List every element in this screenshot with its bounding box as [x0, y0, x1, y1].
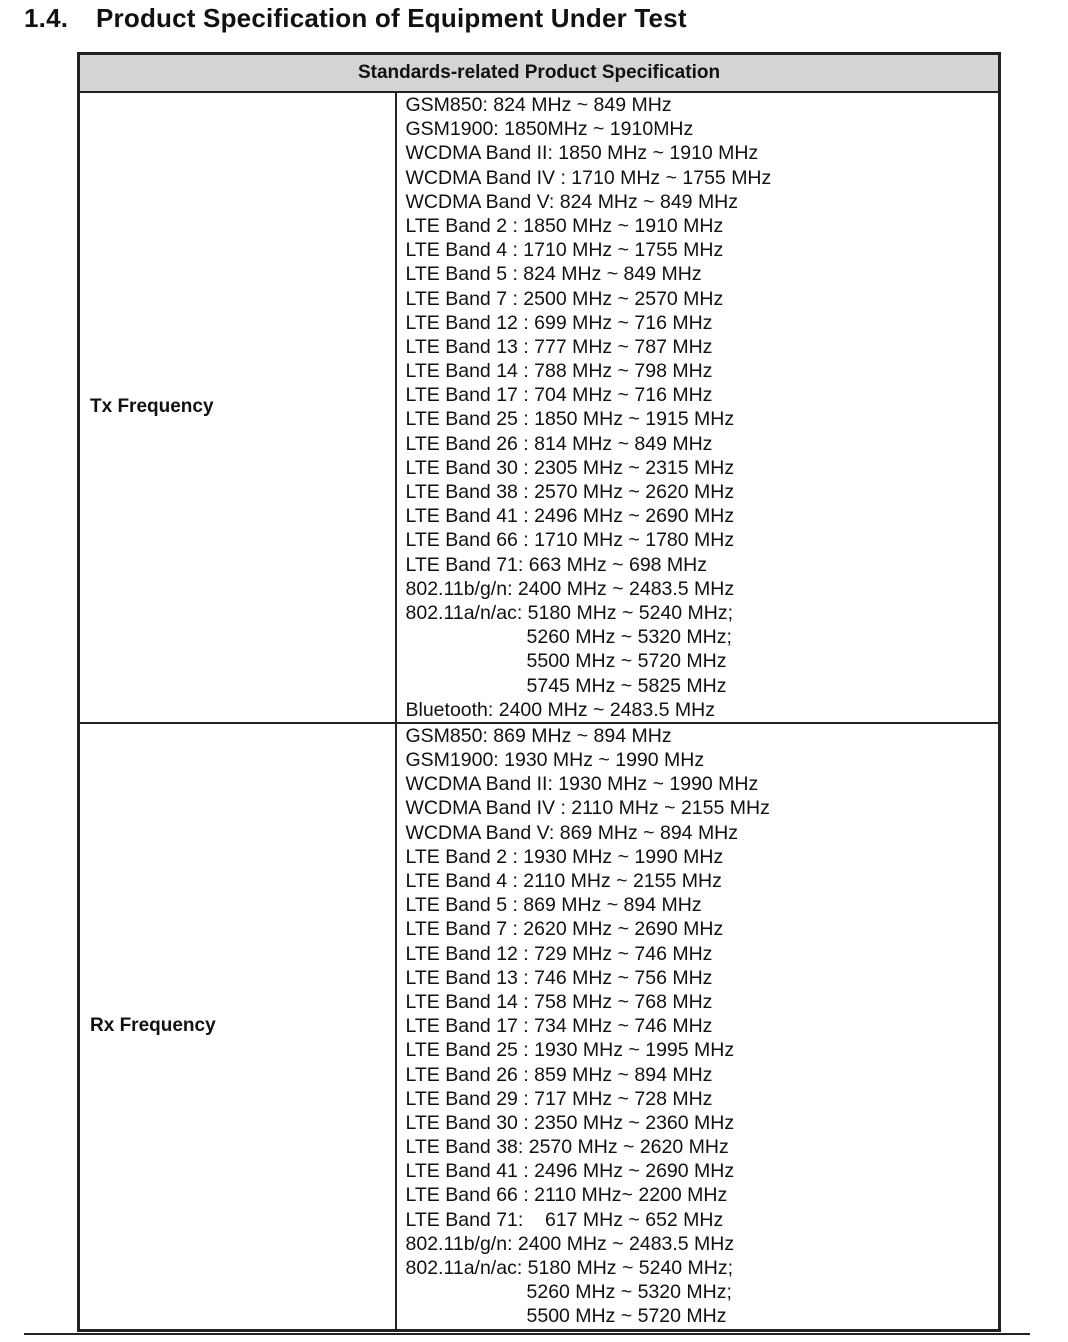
- tx-line: 5260 MHz ~ 5320 MHz;: [526, 626, 732, 649]
- rx-line: 802.11b/g/n: 2400 MHz ~ 2483.5 MHz: [405, 1232, 735, 1255]
- rx-line: 5500 MHz ~ 5720 MHz: [526, 1305, 727, 1328]
- tx-line: WCDMA Band II: 1850 MHz ~ 1910 MHz: [405, 142, 759, 165]
- rx-frequency-values: [396, 723, 1000, 1330]
- rx-line: LTE Band 71: 617 MHz ~ 652 MHz: [405, 1208, 724, 1231]
- tx-line: LTE Band 7 : 2500 MHz ~ 2570 MHz: [405, 287, 724, 310]
- tx-line: LTE Band 12 : 699 MHz ~ 716 MHz: [405, 311, 713, 334]
- tx-line: LTE Band 30 : 2305 MHz ~ 2315 MHz: [405, 456, 735, 479]
- rx-line: LTE Band 13 : 746 MHz ~ 756 MHz: [405, 966, 713, 989]
- table-row-tx: [79, 92, 1000, 723]
- tx-line: LTE Band 14 : 788 MHz ~ 798 MHz: [405, 360, 713, 383]
- section-heading: [24, 0, 687, 36]
- tx-line: WCDMA Band V: 824 MHz ~ 849 MHz: [405, 190, 739, 213]
- tx-line: LTE Band 13 : 777 MHz ~ 787 MHz: [405, 335, 713, 358]
- spec-table: [77, 52, 1001, 1332]
- spec-table-header-row: [79, 54, 1000, 93]
- rx-line: LTE Band 26 : 859 MHz ~ 894 MHz: [405, 1063, 713, 1086]
- tx-line: GSM850: 824 MHz ~ 849 MHz: [405, 94, 672, 116]
- rx-line: LTE Band 66 : 2110 MHz~ 2200 MHz: [405, 1184, 728, 1207]
- tx-line: LTE Band 5 : 824 MHz ~ 849 MHz: [405, 263, 702, 286]
- spec-table-header: Standards-related Product Specification: [79, 54, 1000, 93]
- rx-line: LTE Band 4 : 2110 MHz ~ 2155 MHz: [405, 870, 722, 892]
- tx-line: LTE Band 38 : 2570 MHz ~ 2620 MHz: [405, 481, 735, 503]
- page-bottom-rule: [24, 1333, 1030, 1335]
- tx-line: LTE Band 66 : 1710 MHz ~ 1780 MHz: [405, 529, 735, 552]
- tx-line: 5745 MHz ~ 5825 MHz: [526, 674, 727, 697]
- rx-frequency-label: Rx Frequency: [79, 723, 396, 1330]
- rx-line: WCDMA Band II: 1930 MHz ~ 1990 MHz: [405, 773, 759, 796]
- tx-line: LTE Band 71: 663 MHz ~ 698 MHz: [405, 553, 707, 576]
- rx-line: WCDMA Band V: 869 MHz ~ 894 MHz: [405, 821, 739, 844]
- tx-frequency-label: Tx Frequency: [79, 92, 396, 723]
- rx-line: LTE Band 7 : 2620 MHz ~ 2690 MHz: [405, 918, 724, 941]
- rx-line: GSM850: 869 MHz ~ 894 MHz: [405, 724, 672, 747]
- rx-line: LTE Band 5 : 869 MHz ~ 894 MHz: [405, 894, 702, 917]
- tx-line: 802.11b/g/n: 2400 MHz ~ 2483.5 MHz: [405, 577, 735, 600]
- tx-line: 802.11a/n/ac: 5180 MHz ~ 5240 MHz;: [405, 601, 734, 624]
- rx-line: GSM1900: 1930 MHz ~ 1990 MHz: [405, 749, 705, 772]
- tx-line: LTE Band 41 : 2496 MHz ~ 2690 MHz: [405, 505, 735, 528]
- tx-line: LTE Band 25 : 1850 MHz ~ 1915 MHz: [405, 408, 735, 431]
- rx-line: WCDMA Band IV : 2110 MHz ~ 2155 MHz: [405, 797, 770, 820]
- rx-line: LTE Band 30 : 2350 MHz ~ 2360 MHz: [405, 1111, 735, 1134]
- rx-line: LTE Band 41 : 2496 MHz ~ 2690 MHz: [405, 1160, 735, 1183]
- section-number: 1.4.: [24, 3, 69, 33]
- tx-line: WCDMA Band IV : 1710 MHz ~ 1755 MHz: [405, 166, 772, 189]
- rx-line: LTE Band 2 : 1930 MHz ~ 1990 MHz: [405, 845, 724, 868]
- rx-line: LTE Band 29 : 717 MHz ~ 728 MHz: [405, 1087, 713, 1110]
- section-title: Product Specification of Equipment Under Test: [96, 3, 687, 33]
- tx-line: Bluetooth: 2400 MHz ~ 2483.5 MHz: [405, 698, 715, 721]
- rx-line: 5260 MHz ~ 5320 MHz;: [526, 1281, 732, 1304]
- tx-line: LTE Band 26 : 814 MHz ~ 849 MHz: [405, 432, 713, 455]
- tx-line: 5500 MHz ~ 5720 MHz: [526, 650, 727, 673]
- tx-line: LTE Band 17 : 704 MHz ~ 716 MHz: [405, 384, 713, 407]
- rx-line: LTE Band 25 : 1930 MHz ~ 1995 MHz: [405, 1039, 735, 1062]
- table-row-rx: [79, 723, 1000, 1330]
- tx-frequency-values: [396, 92, 1000, 723]
- rx-line: 802.11a/n/ac: 5180 MHz ~ 5240 MHz;: [405, 1257, 734, 1279]
- rx-line: LTE Band 12 : 729 MHz ~ 746 MHz: [405, 942, 713, 965]
- tx-line: LTE Band 4 : 1710 MHz ~ 1755 MHz: [405, 239, 724, 262]
- tx-line: LTE Band 2 : 1850 MHz ~ 1910 MHz: [405, 214, 724, 237]
- rx-line: LTE Band 14 : 758 MHz ~ 768 MHz: [405, 990, 713, 1013]
- rx-line: LTE Band 17 : 734 MHz ~ 746 MHz: [405, 1015, 713, 1038]
- rx-line: LTE Band 38: 2570 MHz ~ 2620 MHz: [405, 1136, 729, 1159]
- tx-line: GSM1900: 1850MHz ~ 1910MHz: [405, 118, 694, 141]
